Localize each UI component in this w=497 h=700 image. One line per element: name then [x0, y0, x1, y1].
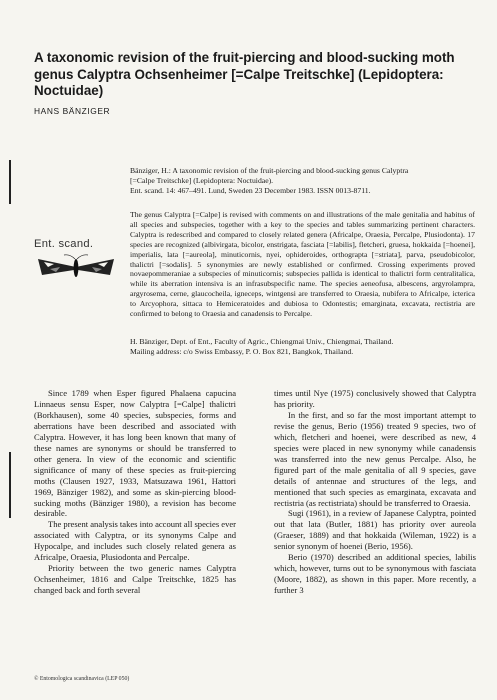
author-address: H. Bänziger, Dept. of Ent., Faculty of Agric., Chiengmai Univ., Chiengmai, Thailand. — [130, 337, 394, 346]
paragraph: times until Nye (1975) conclusively showed that Calyptra has priority. — [274, 388, 476, 409]
paragraph: Sugi (1961), in a review of Japanese Calyptra, pointed out that lata (Butler, 1881) has priority over aureola (Graeser, 1889) and that hokkaida (Wileman, 1922) is a senior synonym of hoenei (Berio, 1956). — [274, 508, 476, 552]
paragraph: The present analysis takes into account all species ever associated with Calyptra, or its synonyms Calpe and Hypocalpe, and includes such closely related genera as Africalpe, Oraesia, Plusiodonta and Percalpe. — [34, 519, 236, 563]
abstract: The genus Calyptra [=Calpe] is revised with comments on and illustrations of the male genitalia and habitus of all species and subspecies, together with a key to the species and tables summarizing pertinent characters. Calyptra is redescribed and compared to closely related genera (Africalpe, Oraesia, Percalpe, Plusiodonta). 17 species are recognized (albivirgata, bicolor, enstrigata, fasciata [=labilis], fletcheri, gruesa, hokkaida [=hoenei], imperialis, lata [=aureola], minuticornis, nyei, ophideroides, orthograpta [=striata], parva, pseudobicolor, thalictri [=sodalis]. 5 synonymies are newly established or confirmed. Crossing experiments proved novaepommeraniae a subspecies of minuticornis; subspecies pallida is identical to thalictri form centralitalica, while its aberration intensiva is an infrasubspecific name. The species aeneofusa, albescens, argyrolampra, argyrosema, cerne, glaucocheila, igneceps, wintgensi are transferred to Oraesia, nubifera to Africalpe, icterica to Arcyophora, sittaca to Hemiceratoides and dubiosa to Odontestis; emarginata, excavata, rectistria are confirmed to belong to Oraesia and canadensis to Percalpe. — [130, 210, 475, 319]
mailing-address: Mailing address: c/o Swiss Embassy, P. O. Box 821, Bangkok, Thailand. — [130, 346, 354, 356]
address-block — [130, 337, 475, 357]
author-name: HANS BÄNZIGER — [34, 106, 111, 116]
paragraph: In the first, and so far the most important attempt to revise the genus, Berio (1956) treated 9 species, two of which, fletcheri and hoenei, were described as new, 4 species were placed in new synonymy while canadensis was transferred into the new genus Percalpe. Also, he figured part of the male genitalia of all 9 species, gave details of antennae and structures of the legs, and mentioned that such species as emarginata, excavata and rectistria (as rectistriata) should be transferred to Oraesia. — [274, 409, 476, 508]
article-title: A taxonomic revision of the fruit-piercing and blood-sucking moth genus Calyptra Ochsenheimer [=Calpe Treitschke] (Lepidoptera: Noctuidae) — [34, 50, 455, 98]
citation-line: Bänziger, H.: A taxonomic revision of the fruit-piercing and blood-sucking genus Calyptra — [130, 166, 409, 175]
logo-text: Ent. scand. — [34, 238, 94, 250]
moth-logo-icon — [34, 253, 118, 283]
citation-block — [130, 166, 475, 196]
margin-bar-top — [9, 160, 11, 204]
citation-line: Ent. scand. 14: 467–491. Lund, Sweden 23 December 1983. ISSN 0013-8711. — [130, 185, 371, 195]
citation-line: [=Calpe Treitschke] (Lepidoptera: Noctuidae). — [130, 175, 274, 185]
journal-logo — [34, 238, 120, 283]
copyright-footer: © Entomologica scandinavica (LEP 050) — [34, 676, 130, 682]
paragraph: Priority between the two generic names Calyptra Ochsenheimer, 1816 and Calpe Treitschke, 1825 has changed back and forth several — [34, 563, 236, 596]
margin-bar-bottom — [9, 452, 11, 518]
body-column-left — [34, 388, 236, 596]
body-column-right — [274, 388, 476, 596]
paragraph: Berio (1970) described an additional species, labilis which, however, turns out to be synonymous with fasciata (Moore, 1882), as shown in this paper. More recently, a further 3 — [274, 552, 476, 596]
paragraph: Since 1789 when Esper figured Phalaena capucina Linnaeus sensu Esper, now Calyptra [=Calpe] thalictri (Borkhausen), some 40 species, subspecies, forms and aberrations have been described and associated with Calyptra. However, it has long been known that many of these names are synonyms or should be transferred to other genera. In view of the economic and scientific significance of many of these species as fruit-piercing moths (Clausen 1927, 1933, Matsuzawa 1961, Hattori 1969, Bänziger 1982), and some as skin-piercing blood-sucking moths (Bänziger 1980), a revision has become desirable. — [34, 388, 236, 519]
